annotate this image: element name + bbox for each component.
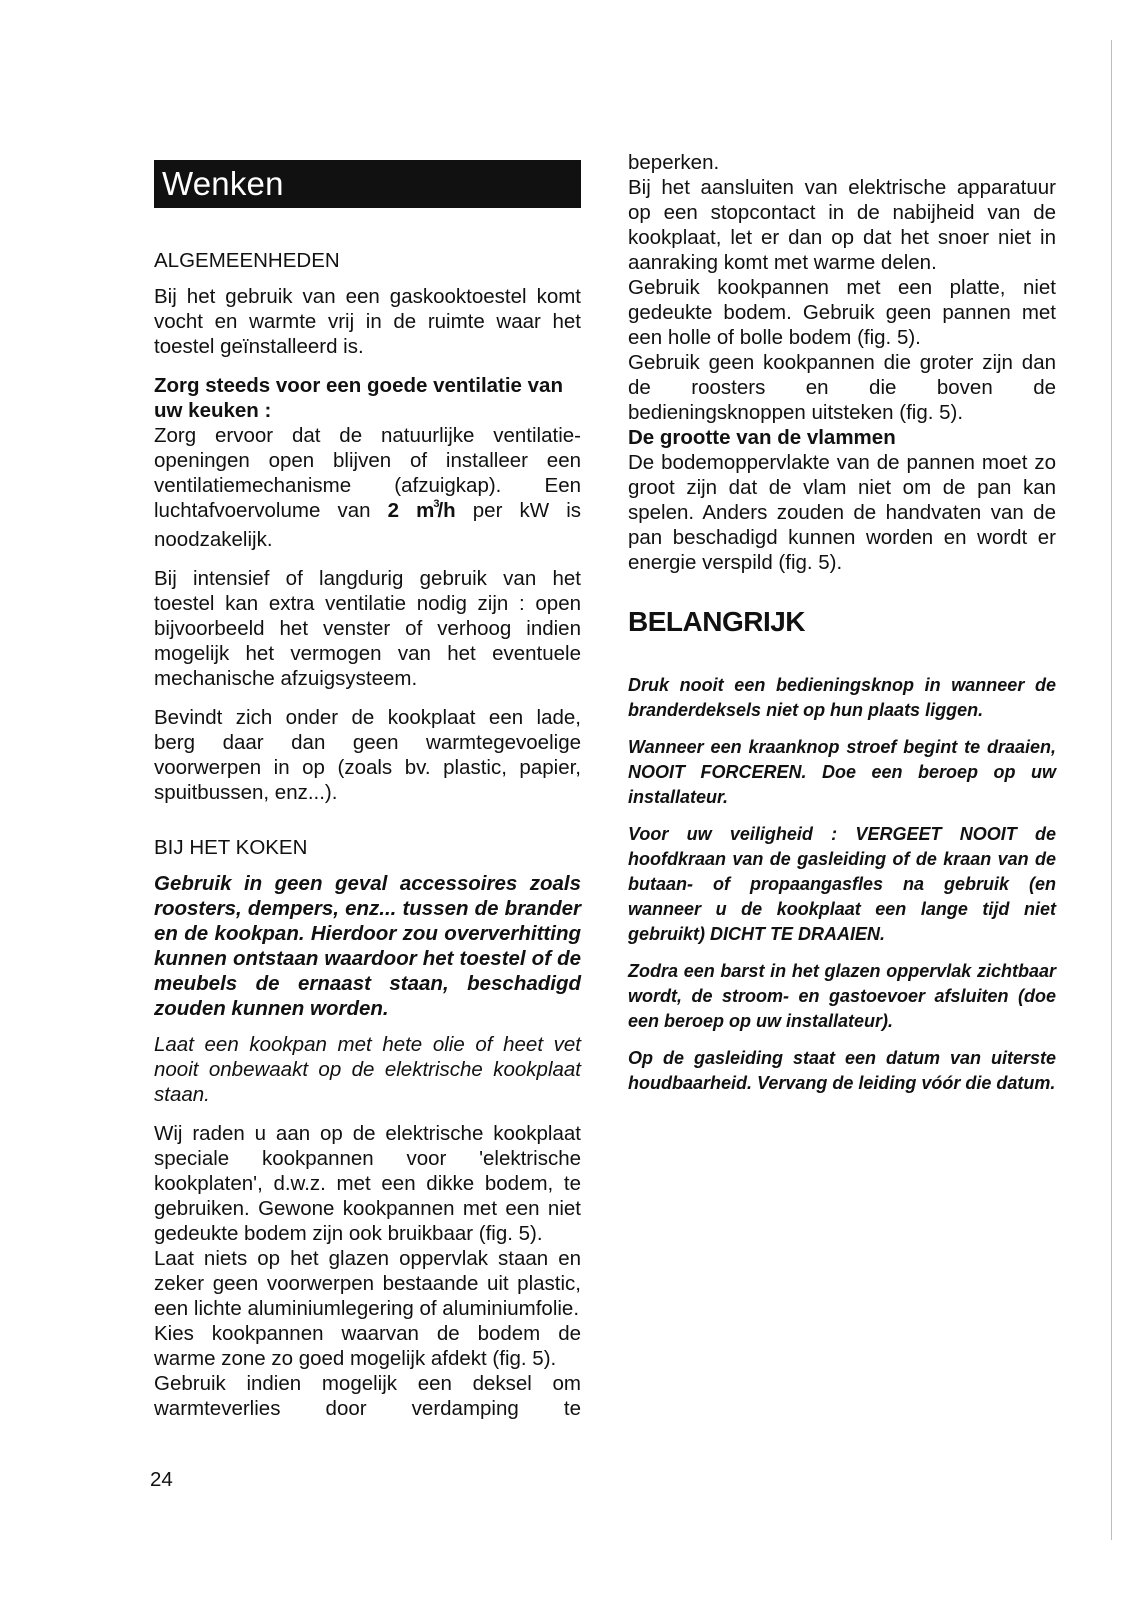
ventilation-text-b: per kW is noodzakelijk. <box>154 499 582 551</box>
paragraph: Bij intensief of langdurig gebruik van het toestel kan extra ventilatie nodig zijn : open bijvoorbeeld het venster of verhoog indien mogelijk het vermogen van het eventuele mechanische afzuigsysteem. <box>154 567 581 690</box>
ventilation-heading: Zorg steeds voor een goede ventilatie van uw keuken : <box>154 374 563 422</box>
flames-heading: De grootte van de vlammen <box>628 426 896 449</box>
scan-edge-line <box>1111 40 1112 1540</box>
paragraph: Bevindt zich onder de kookplaat een lade, berg daar dan geen warmtegevoelige voorwerpen in op (zoals bv. plastic, papier, spuitbussen, enz...). <box>154 706 581 804</box>
paragraph: Kies kookpannen waarvan de bodem de warme zone zo goed mogelijk afdekt (fig. 5). <box>154 1322 581 1370</box>
warning-item: Op de gasleiding staat een datum van uiterste houdbaarheid. Vervang de leiding vóór die datum. <box>628 1048 1056 1093</box>
paragraph: Gebruik kookpannen met een platte, niet gedeukte bodem. Gebruik geen pannen met een holle of bolle bodem (fig. 5). <box>628 276 1056 349</box>
paragraph: beperken. <box>628 151 720 174</box>
ventilation-value: 2 m <box>387 499 435 522</box>
ventilation-unit: /h <box>437 499 456 522</box>
paragraph: De bodemoppervlakte van de pannen moet zo groot zijn dat de vlam niet om de pan kan spelen. Anders zouden de handvaten van de pan beschadigd kunnen worden en wordt er energie verspild (fig. 5). <box>628 451 1056 574</box>
ventilation-paragraph <box>154 423 581 552</box>
paragraph: Bij het aansluiten van elektrische apparatuur op een stopcontact in de nabijheid van de kookplaat, let er dan op dat het snoer niet in aanraking komt met warme delen. <box>628 176 1056 274</box>
warning-item: Wanneer een kraanknop stroef begint te draaien, NOOIT FORCEREN. Doe een beroep op uw installateur. <box>628 737 1056 807</box>
ventilation-superscript: 3 <box>433 498 440 510</box>
warning-paragraph: Gebruik in geen geval accessoires zoals roosters, dempers, enz... tussen de brander en de kookpan. Hierdoor zou oververhitting kunnen ontstaan waardoor het toestel of de meubels de ernaast staan, beschadigd zouden kunnen worden. <box>154 872 581 1020</box>
left-column <box>154 160 581 1421</box>
important-heading: BELANGRIJK <box>628 606 806 637</box>
ventilation-text-a: Zorg ervoor dat de natuurlijke ventilatie-openingen open blijven of installeer een ventilatiemechanisme (afzuigkap). Een luchtafvoervolume van <box>154 424 581 522</box>
paragraph: Gebruik indien mogelijk een deksel om warmteverlies door verdamping te <box>154 1372 581 1420</box>
italic-paragraph: Laat een kookpan met hete olie of heet vet nooit onbewaakt op de elektrische kookplaat staan. <box>154 1033 581 1106</box>
warning-item: Voor uw veiligheid : VERGEET NOOIT de hoofdkraan van de gasleiding of de kraan van de butaan- of propaangasfles na gebruik (en wanneer u de kookplaat een lange tijd niet gebruikt) DICHT TE DRAAIEN. <box>628 824 1056 944</box>
right-column <box>628 150 1056 1096</box>
section-heading-algemeenheden: ALGEMEENHEDEN <box>154 249 340 272</box>
warning-item: Druk nooit een bedieningsknop in wanneer de branderdeksels niet op hun plaats liggen. <box>628 675 1056 720</box>
paragraph: Gebruik geen kookpannen die groter zijn dan de roosters en die boven de bedieningsknoppen uitsteken (fig. 5). <box>628 351 1056 424</box>
warning-item: Zodra een barst in het glazen oppervlak zichtbaar wordt, de stroom- en gastoevoer afsluiten (doe een beroep op uw installateur). <box>628 961 1056 1031</box>
paragraph: Wij raden u aan op de elektrische kookplaat speciale kookpannen voor 'elektrische kookplaten', d.w.z. met een dikke bodem, te gebruiken. Gewone kookpannen met een niet gedeukte bodem zijn ook bruikbaar (fig. 5). <box>154 1122 581 1245</box>
section-heading-bij-het-koken: BIJ HET KOKEN <box>154 836 308 859</box>
page-number: 24 <box>150 1468 173 1491</box>
page-title: Wenken <box>154 160 581 208</box>
paragraph: Laat niets op het glazen oppervlak staan en zeker geen voorwerpen bestaande uit plastic, een lichte aluminiumlegering of aluminiumfolie. <box>154 1247 581 1320</box>
paragraph: Bij het gebruik van een gaskooktoestel komt vocht en warmte vrij in de ruimte waar het toestel geïnstalleerd is. <box>154 285 581 358</box>
